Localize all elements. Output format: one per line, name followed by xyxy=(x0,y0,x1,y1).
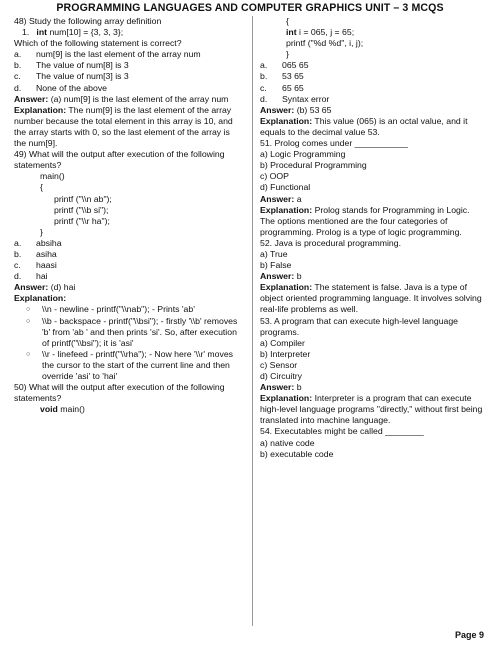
column-divider xyxy=(252,16,253,626)
question-51-title: 51. Prolog comes under ___________ xyxy=(260,138,408,149)
code-line: { xyxy=(286,16,289,26)
code-line: main() xyxy=(40,171,65,182)
option-c: c. haasi xyxy=(14,260,57,271)
question-51 xyxy=(260,138,486,238)
right-column xyxy=(260,16,486,626)
question-48-code: 1. int num[10] = {3, 3, 3}; xyxy=(22,27,124,38)
option: a) Compiler xyxy=(260,337,305,348)
answer: Answer: (a) num[9] is the last element of the array num xyxy=(14,93,229,104)
left-column xyxy=(14,16,244,626)
code-line: void main() xyxy=(40,404,85,415)
explanation: Explanation: Prolog stands for Programming in Logic. The options mentioned are the four categories of programming. Prolog is a type of logic programming. xyxy=(260,204,470,237)
question-54 xyxy=(260,426,486,459)
option: d) Functional xyxy=(260,182,311,193)
answer: Answer: (d) hai xyxy=(14,282,76,293)
explanation: Explanation: The num[9] is the last element of the array number because the total element in this array is 10, and the array starts with 0, so the last element of the array is the num[9]. xyxy=(14,104,233,149)
question-49-title: 49) What will the output after execution of the following statements? xyxy=(14,149,225,171)
option: a) True xyxy=(260,248,288,259)
question-48-prompt: Which of the following statement is correct? xyxy=(14,38,182,49)
bullet-item: ○ \\r - linefeed - printf("\\rha"); - Now here '\\r' moves the cursor to the start of the current line and then override 'asi' to 'hai' xyxy=(26,348,234,381)
option-a: a. num[9] is the last element of the array num xyxy=(14,49,201,60)
option-d: d. hai xyxy=(14,271,48,282)
question-48-title: 48) Study the following array definition xyxy=(14,16,162,26)
code-line: printf ("%d %d", i, j); xyxy=(286,38,364,49)
bullet-icon: ○ xyxy=(26,306,31,314)
question-52-title: 52. Java is procedural programming. xyxy=(260,237,401,248)
code-line: { xyxy=(40,182,43,193)
option-c: c. 65 65 xyxy=(260,82,304,93)
option-b: b. 53 65 xyxy=(260,71,304,82)
option: c) Sensor xyxy=(260,359,298,370)
option: c) OOP xyxy=(260,171,289,182)
option: a) Logic Programming xyxy=(260,149,346,160)
question-53 xyxy=(260,316,486,427)
question-49 xyxy=(14,149,244,382)
option-a: a. 065 65 xyxy=(260,60,309,71)
explanation: Explanation: This value (065) is an octal value, and it equals to the decimal value 53. xyxy=(260,115,468,137)
question-50-title: 50) What will the output after execution of the following statements? xyxy=(14,382,225,404)
explanation: Explanation: Interpreter is a program that can execute high-level language programs "directly," without first being translated into machine language. xyxy=(260,393,483,426)
option-d: d. None of the above xyxy=(14,82,108,93)
answer: Answer: b xyxy=(260,382,302,393)
page-header: PROGRAMMING LANGUAGES AND COMPUTER GRAPHICS UNIT – 3 MCQS xyxy=(56,2,444,14)
answer: Answer: a xyxy=(260,193,302,204)
bullet-item: ○ \\b - backspace - printf("\\bsi"); - firstly '\\b' removes 'b' from 'ab ' and then prints 'si'. So, after execution of printf("\\bsi"); it is 'asi' xyxy=(26,315,238,348)
explanation: Explanation: The statement is false. Java is a type of object oriented programming language. It involves solving real-life problems as well. xyxy=(260,282,482,315)
option: b) Interpreter xyxy=(260,348,311,359)
option-a: a. absiha xyxy=(14,237,62,248)
page-number: Page 9 xyxy=(454,630,484,640)
explanation-label: Explanation: xyxy=(14,293,67,304)
answer: Answer: b xyxy=(260,271,302,282)
code-line: printf ("\\b si"); xyxy=(54,204,109,215)
option: b) executable code xyxy=(260,448,334,459)
option-c: c. The value of num[3] is 3 xyxy=(14,71,129,82)
option-b: b. asiha xyxy=(14,248,57,259)
option-d: d. Syntax error xyxy=(260,93,330,104)
question-52 xyxy=(260,238,486,316)
option-b: b. The value of num[8] is 3 xyxy=(14,60,129,71)
question-54-title: 54. Executables might be called ________ xyxy=(260,426,424,437)
bullet-item: ○ \\n - newline - printf("\\nab"); - Prints 'ab' xyxy=(26,304,195,315)
option: b) Procedural Programming xyxy=(260,160,367,171)
bullet-icon: ○ xyxy=(26,350,31,358)
code-line: printf ("\\n ab"); xyxy=(54,193,112,204)
code-line: printf ("\\r ha"); xyxy=(54,215,110,226)
code-line: int i = 065, j = 65; xyxy=(286,27,355,38)
option: a) native code xyxy=(260,437,315,448)
answer: Answer: (b) 53 65 xyxy=(260,104,332,115)
bullet-icon: ○ xyxy=(26,317,31,325)
option: d) Circuitry xyxy=(260,371,302,381)
question-53-title: 53. A program that can execute high-level language programs. xyxy=(260,315,459,337)
code-line: } xyxy=(286,49,289,60)
option: b) False xyxy=(260,260,292,271)
question-50-continued xyxy=(260,16,486,138)
code-line: } xyxy=(40,226,43,237)
question-48 xyxy=(14,16,244,149)
question-50 xyxy=(14,382,244,415)
